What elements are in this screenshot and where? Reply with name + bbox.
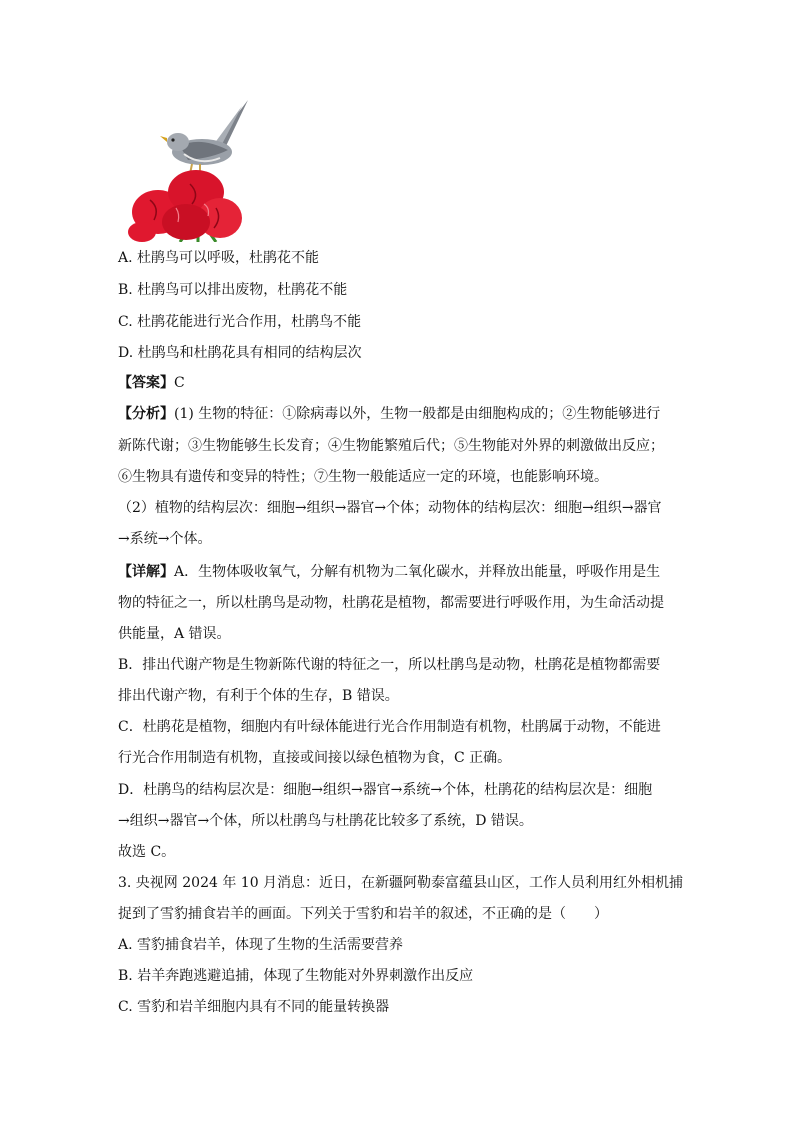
detail-line-d1: D．杜鹃鸟的结构层次是：细胞→组织→器官→系统→个体，杜鹃花的结构层次是：细胞 [118,782,653,798]
detail-line-a1: 【详解】A．生物体吸收氧气，分解有机物为二氧化碳水，并释放出能量，呼吸作用是生 [118,564,661,580]
option-a: A. 杜鹃鸟可以呼吸，杜鹃花不能 [118,250,320,266]
question3-option-a: A. 雪豹捕食岩羊，体现了生物的生活需要营养 [118,937,404,953]
azalea-flower-image [128,170,242,242]
answer-value: C [174,375,185,391]
detail-line-c2: 行光合作用制造有机物，直接或间接以绿色植物为食，C 正确。 [118,750,512,766]
analysis-line-3: ⑥生物具有遗传和变异的特性；⑦生物一般能适应一定的环境，也能影响环境。 [118,469,608,485]
detail-line-d2: →组织→器官→个体，所以杜鹃鸟与杜鹃花比较多了系统，D 错误。 [118,813,533,829]
option-b: B. 杜鹃鸟可以排出废物，杜鹃花不能 [118,282,348,298]
analysis-line-5: →系统→个体。 [118,531,212,547]
analysis-line-2: 新陈代谢；③生物能够生长发育；④生物能繁殖后代；⑤生物能对外界的刺激做出反应； [118,438,664,454]
detail-line-b1: B．排出代谢产物是生物新陈代谢的特征之一，所以杜鹃鸟是动物，杜鹃花是植物都需要 [118,657,661,673]
option-c: C. 杜鹃花能进行光合作用，杜鹃鸟不能 [118,314,362,330]
cuckoo-azalea-illustration [120,96,260,242]
question3-option-b: B. 岩羊奔跑逃避追捕，体现了生物能对外界刺激作出反应 [118,968,474,984]
detail-conclusion: 故选 C。 [118,844,176,860]
question3-stem-2: 捉到了雪豹捕食岩羊的画面。下列关于雪豹和岩羊的叙述，不正确的是（ ） [118,906,608,922]
option-d: D. 杜鹃鸟和杜鹃花具有相同的结构层次 [118,345,362,361]
analysis-line-1: 【分析】(1) 生物的特征：①除病毒以外，生物一般都是由细胞构成的；②生物能够进行 [118,406,661,422]
detail-label: 【详解】 [118,564,174,580]
cuckoo-bird-image [160,100,248,174]
analysis-line-4: （2）植物的结构层次：细胞→组织→器官→个体；动物体的结构层次：细胞→组织→器官 [118,500,662,516]
question3-option-c: C. 雪豹和岩羊细胞内具有不同的能量转换器 [118,999,390,1015]
detail-line-c1: C．杜鹃花是植物，细胞内有叶绿体能进行光合作用制造有机物，杜鹃属于动物，不能进 [118,719,661,735]
detail-line-b2: 排出代谢产物，有利于个体的生存，B 错误。 [118,688,399,704]
detail-line-a3: 供能量，A 错误。 [118,626,231,642]
answer-line [118,373,698,393]
analysis-label: 【分析】 [118,406,174,422]
answer-label: 【答案】 [118,375,174,391]
detail-line-a2: 物的特征之一，所以杜鹃鸟是动物，杜鹃花是植物，都需要进行呼吸作用，为生命活动提 [118,595,664,611]
question3-stem-1: 3. 央视网 2024 年 10 月消息：近日，在新疆阿勒泰富蕴县山区，工作人员利用红外相机捕 [118,875,684,891]
